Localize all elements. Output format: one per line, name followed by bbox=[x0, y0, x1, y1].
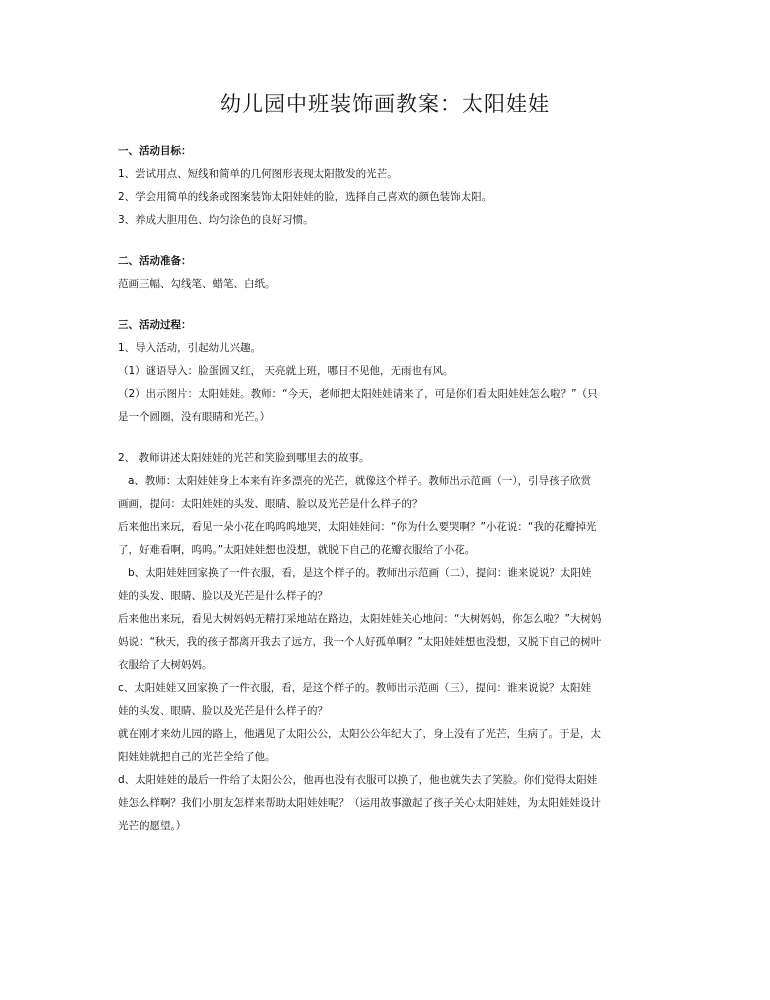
process-line: 娃的头发、眼睛、脸以及光芒是什么样子的？ bbox=[118, 705, 328, 717]
goal-item: 3、养成大胆用色、均匀涂色的良好习惯。 bbox=[118, 214, 314, 226]
process-line: 阳娃娃就把自己的光芒全给了他。 bbox=[118, 751, 276, 763]
process-line: 了，好难看啊，呜呜。”太阳娃娃想也没想，就脱下自己的花瓣衣服给了小花。 bbox=[118, 544, 476, 556]
goal-item: 2、学会用简单的线条或图案装饰太阳娃娃的脸，选择自己喜欢的颜色装饰太阳。 bbox=[118, 191, 493, 203]
process-line: 2、 教师讲述太阳娃娃的光芒和笑脸到哪里去的故事。 bbox=[118, 452, 370, 464]
process-line: a、教师：太阳娃娃身上本来有许多漂亮的光芒，就像这个样子。教师出示范画（一），引导孩子欣赏 bbox=[128, 475, 592, 487]
process-line: 就在刚才来幼儿园的路上，他遇见了太阳公公，太阳公公年纪大了，身上没有了光芒，生病了。于是，太 bbox=[118, 728, 601, 740]
section-heading-goals: 一、活动目标： bbox=[118, 145, 192, 157]
process-line: 画画，提问：太阳娃娃的头发、眼睛、脸以及光芒是什么样子的？ bbox=[118, 498, 423, 510]
process-line: 娃的头发、眼睛、脸以及光芒是什么样子的？ bbox=[118, 590, 328, 602]
process-line: 后来他出来玩，看见大树妈妈无精打采地站在路边，太阳娃娃关心地问：“大树妈妈，你怎么啦？”大树妈 bbox=[118, 613, 602, 625]
process-line: 1、导入活动，引起幼儿兴趣。 bbox=[118, 342, 262, 354]
document-title: 幼儿园中班装饰画教案：太阳娃娃 bbox=[220, 92, 550, 116]
process-line: d、太阳娃娃的最后一件给了太阳公公，他再也没有衣服可以换了，他也就失去了笑脸。你们觉得太阳娃 bbox=[118, 774, 598, 786]
process-line: 妈说：“秋天，我的孩子都离开我去了远方，我一个人好孤单啊？”太阳娃娃想也没想，又脱下自己的树叶 bbox=[118, 636, 602, 648]
preparation-item: 范画三幅、勾线笔、蜡笔、白纸。 bbox=[118, 278, 276, 290]
process-line: 是一个圆圈，没有眼睛和光芒。） bbox=[118, 411, 271, 423]
process-line: 后来他出来玩，看见一朵小花在呜呜呜地哭，太阳娃娃问：“你为什么要哭啊？”小花说：“我的花瓣掉光 bbox=[118, 521, 597, 533]
process-line: （1）谜语导入：脸蛋圆又红， 天亮就上班，哪日不见他，无雨也有风。 bbox=[118, 365, 454, 377]
process-line: 衣服给了大树妈妈。 bbox=[118, 659, 213, 671]
goal-item: 1、尝试用点、短线和简单的几何图形表现太阳散发的光芒。 bbox=[118, 168, 398, 180]
section-heading-preparation: 二、活动准备： bbox=[118, 255, 192, 267]
process-line: （2）出示图片：太阳娃娃。教师：“今天，老师把太阳娃娃请来了，可是你们看太阳娃娃怎么啦？”（只 bbox=[118, 388, 598, 400]
process-line: c、太阳娃娃又回家换了一件衣服，看，是这个样子的。教师出示范画（三），提问：谁来说说？太阳娃 bbox=[118, 682, 592, 694]
process-line: b、太阳娃娃回家换了一件衣服，看，是这个样子的。教师出示范画（二），提问：谁来说说？太阳娃 bbox=[128, 567, 592, 579]
document-body bbox=[118, 140, 658, 838]
process-line: 光芒的愿望。） bbox=[118, 820, 187, 832]
section-heading-process: 三、活动过程： bbox=[118, 319, 192, 331]
process-line: 娃怎么样啊？我们小朋友怎样来帮助太阳娃娃呢？（运用故事激起了孩子关心太阳娃娃，为太阳娃娃设计 bbox=[118, 797, 601, 809]
